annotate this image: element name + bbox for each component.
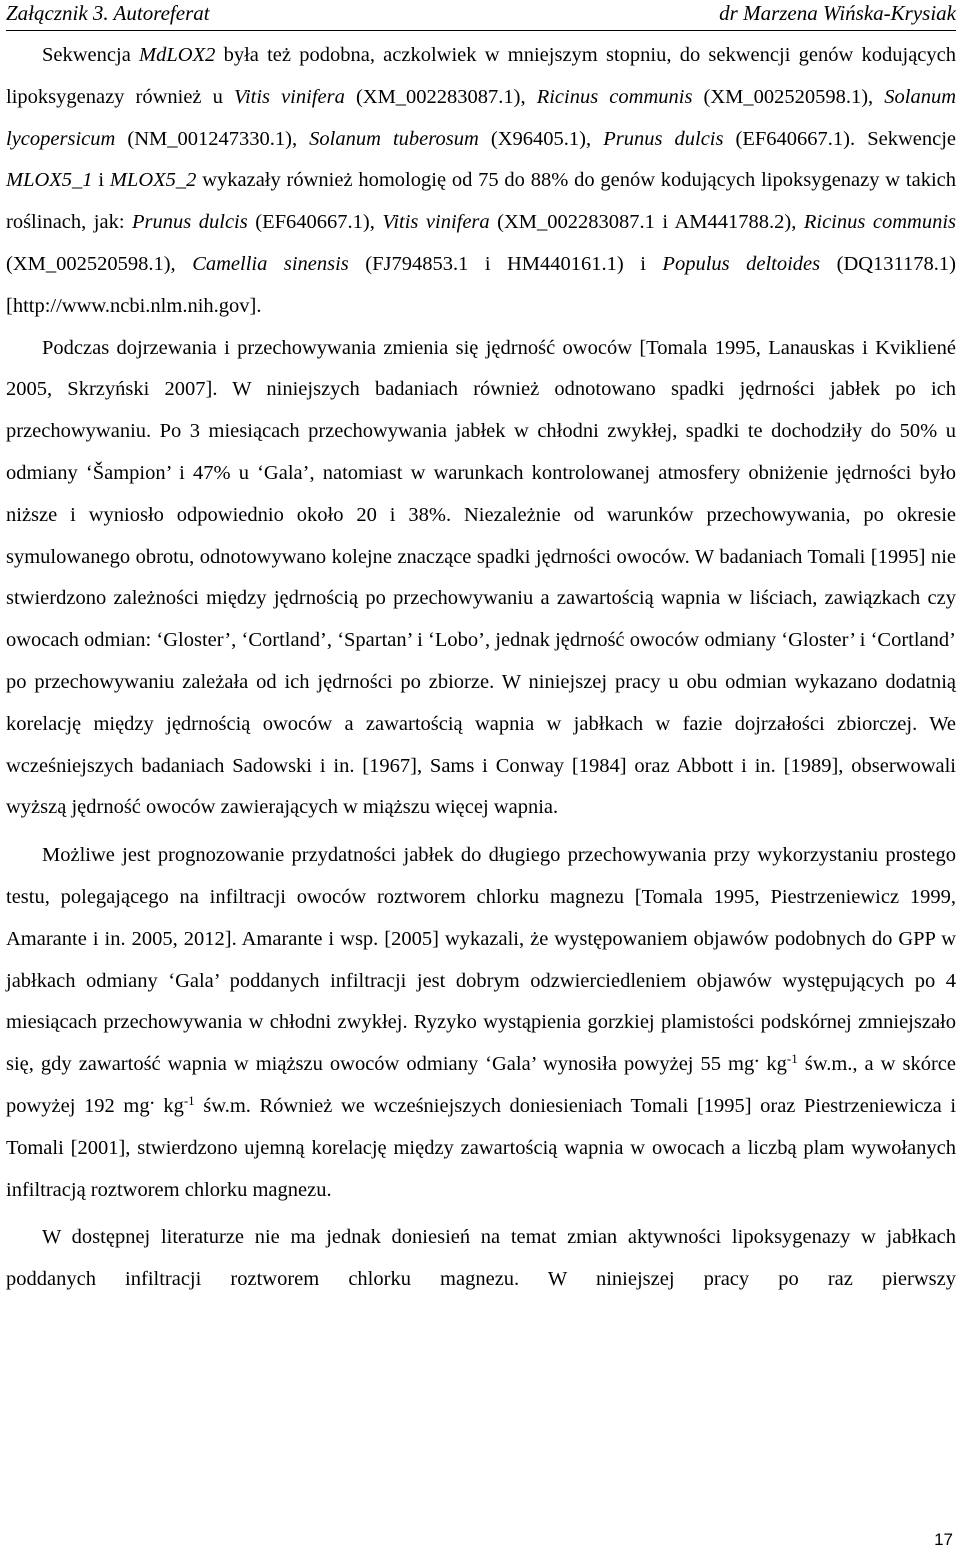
paragraph-3: Możliwe jest prognozowanie przydatności jabłek do długiego przechowywania przy wykorzystaniu prostego testu, polegającego na infiltracji owoców roztworem chlorku magnezu [Tomala 1995, Piestrzeniewicz 1999, Amarante i in. 2005, 2012]. Amarante i wsp. [2005] wykazali, że występowaniem objawów podobnych do GPP w jabłkach odmiany ‘Gala’ poddanych infiltracji jest dobrym odzwierciedleniem objawów występujących po 4 miesiącach przechowywania w chłodni zwykłej. Ryzyko wystąpienia gorzkiej plamistości podskórnej zmniejszało się, gdy zawartość wapnia w miąższu owoców odmiany ‘Gala’ wynosiła powyżej 55 mg. $kg^{-1}$ św.m., a w skórce powyżej 192 mg. $kg^{-1}$ św.m. Również we wcześniejszych doniesieniach Tomali [1995] oraz Piestrzeniewicza i Tomali [2001], stwierdzono ujemną korelację między zawartością wapnia w owocach a liczbą plam wywołanych infiltracją roztworem chlorku magnezu. xyxy=(6,844,957,1201)
paragraph-1: Sekwencja MdLOX2 była też podobna, aczkolwiek w mniejszym stopniu, do sekwencji genów kodujących lipoksygenazy również u Vitis vinifera (XM_002283087.1), Ricinus communis (XM_002520598.1), Solanum lycopersicum (NM_001247330.1), Solanum tuberosum (X96405.1), Prunus dulcis (EF640667.1). Sekwencje MLOX5_1 i MLOX5_2 wykazały również homologię od 75 do 88% do genów kodujących lipoksygenazy w takich roślinach, jak: Prunus dulcis (EF640667.1), Vitis vinifera (XM_002283087.1 i AM441788.2), Ricinus communis (XM_002520598.1), Camellia sinensis (FJ794853.1 i HM440161.1) i Populus deltoides (DQ131178.1) [http://www.ncbi.nlm.nih.gov]. xyxy=(6,44,957,317)
paragraph-2: Podczas dojrzewania i przechowywania zmienia się jędrność owoców [Tomala 1995, Lanauskas i Kvikliené 2005, Skrzyński 2007]. W niniejszych badaniach również odnotowano spadki jędrności jabłek po ich przechowywaniu. Po 3 miesiącach przechowywania jabłek w chłodni zwykłej, spadki te dochodziły do 50% u odmiany ‘Šampion’ i 47% u ‘Gala’, natomiast w warunkach kontrolowanej atmosfery obniżenie jędrności było niższe i wyniosło odpowiednio około 20 i 38%. Niezależnie od warunków przechowywania, po okresie symulowanego obrotu, odnotowywano kolejne znaczące spadki jędrności owoców. W badaniach Tomali [1995] nie stwierdzono zależności między jędrnością po przechowywaniu a zawartością wapnia w liściach, zawiązkach czy owocach odmian: ‘Gloster’, ‘Cortland’, ‘Spartan’ i ‘Lobo’, jednak jędrność owoców odmiany ‘Gloster’ i ‘Cortland’ po przechowywaniu zależała od ich jędrności po zbiorze. W niniejszej pracy u obu odmian wykazano dodatnią korelację między jędrnością owoców a zawartością wapnia w jabłkach w fazie dojrzałości zbiorczej. We wcześniejszych badaniach Sadowski i in. [1967], Sams i Conway [1984] oraz Abbott i in. [1989], obserwowali wyższą jędrność owoców zawierających w miąższu więcej wapnia. xyxy=(6,336,956,819)
page-number: 17 xyxy=(934,1530,953,1549)
page-header xyxy=(6,0,956,31)
paragraph-4: W dostępnej literaturze nie ma jednak doniesień na temat zmian aktywności lipoksygenazy w jabłkach poddanych infiltracji roztworem chlorku magnezu. W niniejszej pracy po raz pierwszy xyxy=(6,1226,956,1291)
header-left-title: Załącznik 3. Autoreferat xyxy=(6,1,210,25)
body-text xyxy=(6,35,956,1301)
header-author: dr Marzena Wińska-Krysiak xyxy=(719,1,956,25)
